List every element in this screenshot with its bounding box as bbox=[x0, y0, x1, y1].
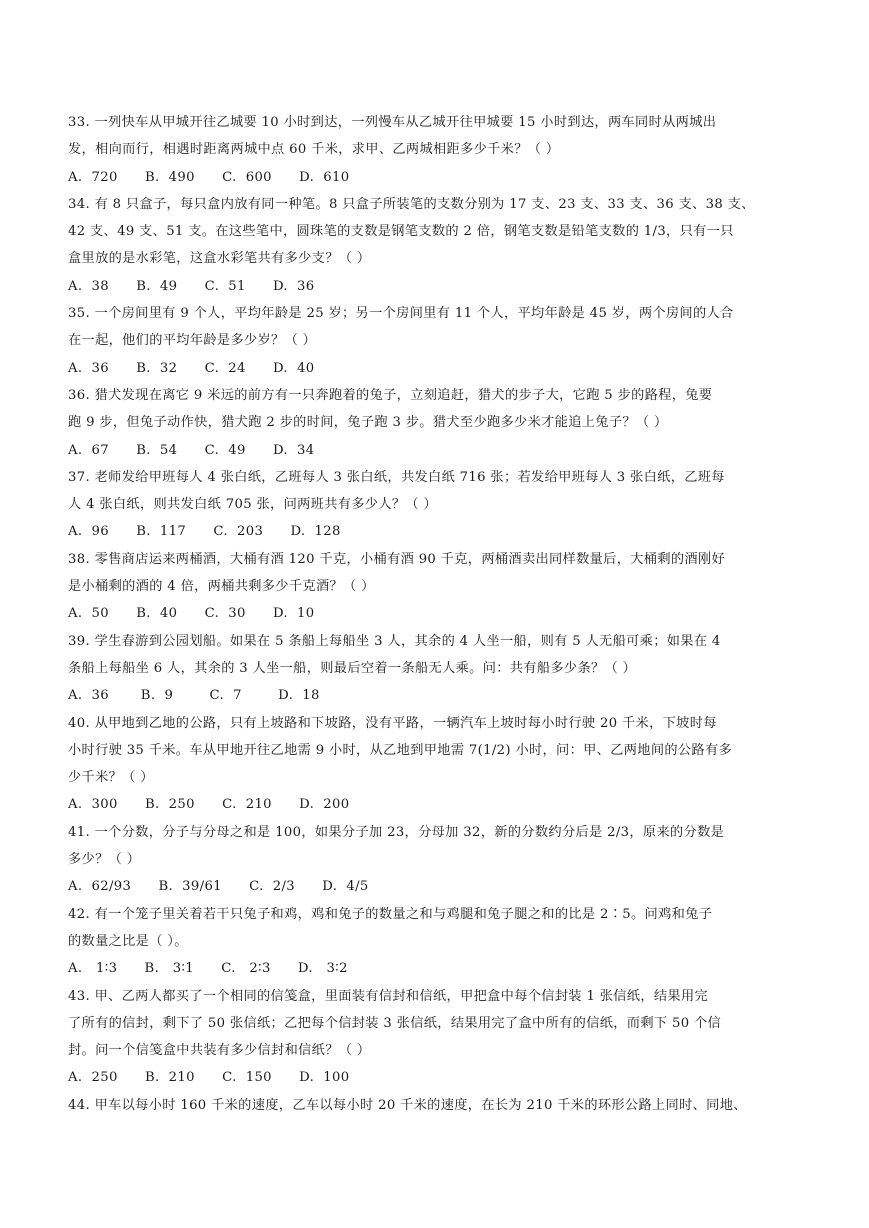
question-33 bbox=[68, 109, 800, 191]
answer-options: A. 62/93 B. 39/61 C. 2/3 D. 4/5 bbox=[68, 879, 369, 895]
question-text-line: 少千米？（ ） bbox=[68, 770, 154, 786]
answer-options: A. 250 B. 210 C. 150 D. 100 bbox=[68, 1070, 350, 1086]
question-37 bbox=[68, 464, 800, 546]
answer-options: A. 67 B. 54 C. 49 D. 34 bbox=[68, 442, 315, 458]
question-38 bbox=[68, 546, 800, 628]
answer-options: A. 36 B. 32 C. 24 D. 40 bbox=[68, 360, 315, 376]
question-text-line: 38. 零售商店运来两桶酒，大桶有酒 120 千克，小桶有酒 90 千克，两桶酒卖出同样数量后，大桶剩的酒刚好 bbox=[68, 551, 726, 567]
answer-options: A. 38 B. 49 C. 51 D. 36 bbox=[68, 278, 315, 294]
question-text-line: 的数量之比是（ ）。 bbox=[68, 933, 188, 949]
question-36 bbox=[68, 382, 800, 464]
question-text-line: 跑 9 步，但兔子动作快，猎犬跑 2 步的时间，兔子跑 3 步。猎犬至少跑多少米才能追上兔子？（ ） bbox=[68, 415, 668, 431]
question-35 bbox=[68, 300, 800, 382]
question-text-line: 发，相向而行，相遇时距离两城中点 60 千米，求甲、乙两城相距多少千米？（ ） bbox=[68, 142, 560, 158]
answer-options: A. 1∶3 B. 3∶1 C. 2∶3 D. 3∶2 bbox=[68, 961, 348, 977]
answer-options: A. 720 B. 490 C. 600 D. 610 bbox=[68, 169, 350, 185]
question-text-line: 37. 老师发给甲班每人 4 张白纸，乙班每人 3 张白纸，共发白纸 716 张；若发给甲班每人 3 张白纸，乙班每 bbox=[68, 469, 725, 485]
question-text-line: 40. 从甲地到乙地的公路，只有上坡路和下坡路，没有平路，一辆汽车上坡时每小时行驶 20 千米，下坡时每 bbox=[68, 715, 717, 731]
question-34 bbox=[68, 191, 800, 300]
question-list bbox=[68, 109, 800, 1119]
question-text-line: 封。问一个信笺盒中共装有多少信封和信纸？（ ） bbox=[68, 1043, 371, 1059]
question-text-line: 是小桶剩的酒的 4 倍，两桶共剩多少千克酒？（ ） bbox=[68, 579, 375, 595]
question-39 bbox=[68, 628, 800, 710]
question-text-line: 42. 有一个笼子里关着若干只兔子和鸡，鸡和兔子的数量之和与鸡腿和兔子腿之和的比是 2∶5。问鸡和兔子 bbox=[68, 906, 713, 922]
answer-options: A. 96 B. 117 C. 203 D. 128 bbox=[68, 524, 341, 540]
question-text-line: 条船上每船坐 6 人，其余的 3 人坐一船，则最后空着一条船无人乘。问：共有船多少条？（ ） bbox=[68, 660, 637, 676]
answer-options: A. 50 B. 40 C. 30 D. 10 bbox=[68, 606, 315, 622]
question-text-line: 在一起，他们的平均年龄是多少岁？（ ） bbox=[68, 333, 317, 349]
question-text-line: 盒里放的是水彩笔，这盒水彩笔共有多少支？（ ） bbox=[68, 251, 371, 267]
question-text-line: 41. 一个分数，分子与分母之和是 100，如果分子加 23，分母加 32，新的分数约分后是 2/3，原来的分数是 bbox=[68, 824, 725, 840]
question-42 bbox=[68, 901, 800, 983]
question-text-line: 34. 有 8 只盒子，每只盒内放有同一种笔。8 只盒子所装笔的支数分别为 17 支、23 支、33 支、36 支、38 支、 bbox=[68, 196, 755, 212]
question-text-line: 36. 猎犬发现在离它 9 米远的前方有一只奔跑着的兔子，立刻追赶，猎犬的步子大，它跑 5 步的路程，兔要 bbox=[68, 387, 713, 403]
answer-options: A. 300 B. 250 C. 210 D. 200 bbox=[68, 797, 350, 813]
question-text-line: 人 4 张白纸，则共发白纸 705 张，问两班共有多少人？（ ） bbox=[68, 497, 438, 513]
question-text-line: 小时行驶 35 千米。车从甲地开往乙地需 9 小时，从乙地到甲地需 7(1/2) 小时，问：甲、乙两地间的公路有多 bbox=[68, 742, 733, 758]
question-text-line: 44. 甲车以每小时 160 千米的速度，乙车以每小时 20 千米的速度，在长为 210 千米的环形公路上同时、同地、 bbox=[68, 1097, 747, 1113]
question-40 bbox=[68, 710, 800, 819]
question-text-line: 39. 学生春游到公园划船。如果在 5 条船上每船坐 3 人，其余的 4 人坐一船，则有 5 人无船可乘；如果在 4 bbox=[68, 633, 721, 649]
question-text-line: 多少？（ ） bbox=[68, 852, 141, 868]
answer-options: A. 36 B. 9 C. 7 D. 18 bbox=[68, 688, 320, 704]
question-41 bbox=[68, 819, 800, 901]
question-text-line: 了所有的信封，剩下了 50 张信纸；乙把每个信封装 3 张信纸，结果用完了盒中所有的信纸，而剩下 50 个信 bbox=[68, 1015, 722, 1031]
question-text-line: 35. 一个房间里有 9 个人，平均年龄是 25 岁；另一个房间里有 11 个人，平均年龄是 45 岁，两个房间的人合 bbox=[68, 306, 734, 322]
question-44 bbox=[68, 1092, 800, 1119]
question-43 bbox=[68, 983, 800, 1092]
question-text-line: 43. 甲、乙两人都买了一个相同的信笺盒，里面装有信封和信纸，甲把盒中每个信封装 1 张信纸，结果用完 bbox=[68, 988, 709, 1004]
question-text-line: 33. 一列快车从甲城开往乙城要 10 小时到达，一列慢车从乙城开往甲城要 15 小时到达，两车同时从两城出 bbox=[68, 115, 717, 130]
question-text-line: 42 支、49 支、51 支。在这些笔中，圆珠笔的支数是钢笔支数的 2 倍，钢笔支数是铅笔支数的 1/3，只有一只 bbox=[68, 224, 734, 240]
